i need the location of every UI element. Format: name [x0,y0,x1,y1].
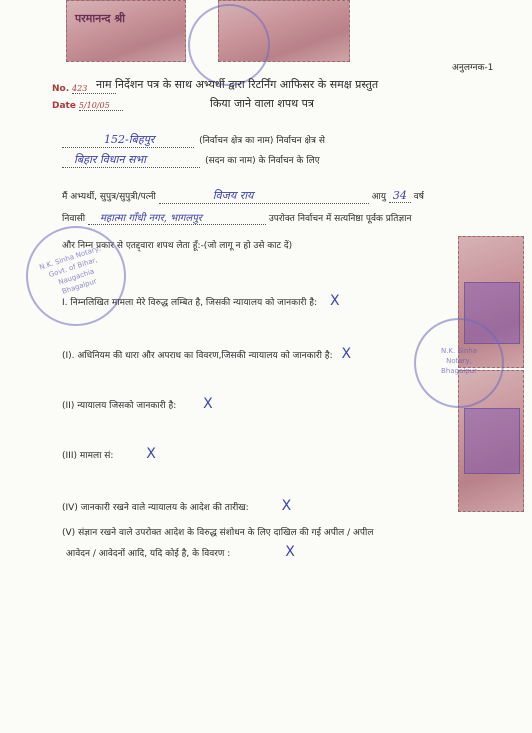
title-line-2: किया जाने वाला शपथ पत्र [210,97,314,110]
item-5-line-2 [66,544,295,560]
no-value: 423 [72,84,116,94]
seal-left-text: N.K. Sinha Notary, Govt. of Bihar, Naugachia Bhagalpur [38,244,102,296]
item-5-num: (V) [62,528,76,538]
item-4-text: जानकारी रखने वाले न्यायालय के आदेश की तारीख: [80,503,249,513]
no-label: No. [52,84,70,94]
ref-date [52,101,123,111]
deponent-line-2-rest: उपरोक्त निर्वाचन में सत्यनिष्ठा पूर्वक प्रतिज्ञान [268,214,412,224]
item-1-cross-mark: X [329,293,340,309]
notary-seal-top [188,4,270,86]
item-2-text: न्यायालय जिसको जानकारी है: [77,401,177,411]
item-1 [62,293,340,309]
notary-seal-left [13,213,139,339]
age-label: आयु [371,192,386,202]
house-label: (सदन का नाम) के निर्वाचन के लिए [205,156,320,166]
item-2-cross-mark: X [203,396,213,412]
item-5-cross-mark: X [285,544,295,560]
deponent-line-2 [62,210,411,225]
date-value: 5/10/05 [79,101,123,111]
deponent-name: विजय राय [159,188,369,204]
item-3-num: (III) [62,451,77,461]
item-3-text: मामला सं: [79,451,114,461]
item-2-num: (II) [62,401,75,411]
deponent-line-1 [62,188,424,204]
constituency-label: (निर्वाचन क्षेत्र का नाम) निर्वाचन क्षेत्र से [199,136,325,146]
house-value: बिहार विधान सभा [62,152,200,168]
item-1-text: निम्नलिखित मामला मेरे विरुद्ध लम्बित है, जिसकी न्यायालय को जानकारी है: [70,298,318,308]
stamp-left-label: परमानन्द श्री [75,12,125,25]
deponent-prefix: मैं अभ्यर्थी, सुपुत्र/सुपुत्री/पत्नी [62,192,156,202]
item-2 [62,396,213,412]
age-value: 34 [389,189,411,203]
item-1a-num: (I). [62,351,75,361]
item-1a-cross-mark: X [341,346,352,362]
title-line-1: नाम निर्देशन पत्र के साथ अभ्यर्थी द्वारा रिटर्निंग आफिसर के समक्ष प्रस्तुत [96,78,379,91]
item-3 [62,446,156,462]
deponent-line-3: और निम्न प्रकार से एतद्द्वारा शपथ लेता हूँ:-(जो लागू न हो उसे काट दें) [62,241,293,251]
constituency-value: 152-बिहपुर [62,132,194,148]
date-label: Date [52,101,76,111]
notary-seal-right [414,318,504,408]
item-4 [62,498,291,514]
court-fee-stamp-left [66,0,186,62]
resident-label: निवासी [62,214,86,224]
item-4-cross-mark: X [281,498,292,514]
resident-address: महात्मा गाँधी नगर, भागलपुर [88,210,266,225]
age-unit: वर्ष [413,192,424,202]
stamp-cancellation-lower [464,408,520,474]
annexure-label: अनुलग्नक-1 [452,63,494,73]
item-1-num: I. [62,298,68,308]
house-row [62,148,320,168]
item-3-cross-mark: X [146,446,156,462]
item-1a [62,346,351,362]
item-1a-text: अधिनियम की धारा और अपराध का विवरण,जिसकी न्यायालय को जानकारी है: [77,351,333,361]
item-5 [62,525,373,538]
item-4-num: (IV) [62,503,78,513]
constituency-row [62,128,325,148]
item-5-line-2-text: आवेदन / आवेदनों आदि, यदि कोई है, के विवरण : [66,549,231,559]
item-5-text: संज्ञान रखने वाले उपरोक्त आदेश के विरुद्ध संशोधन के लिए दाखिल की गई अपील / अपील [78,528,374,538]
seal-right-text: N.K. Sinha Notary, Bhagalpur [440,347,478,375]
